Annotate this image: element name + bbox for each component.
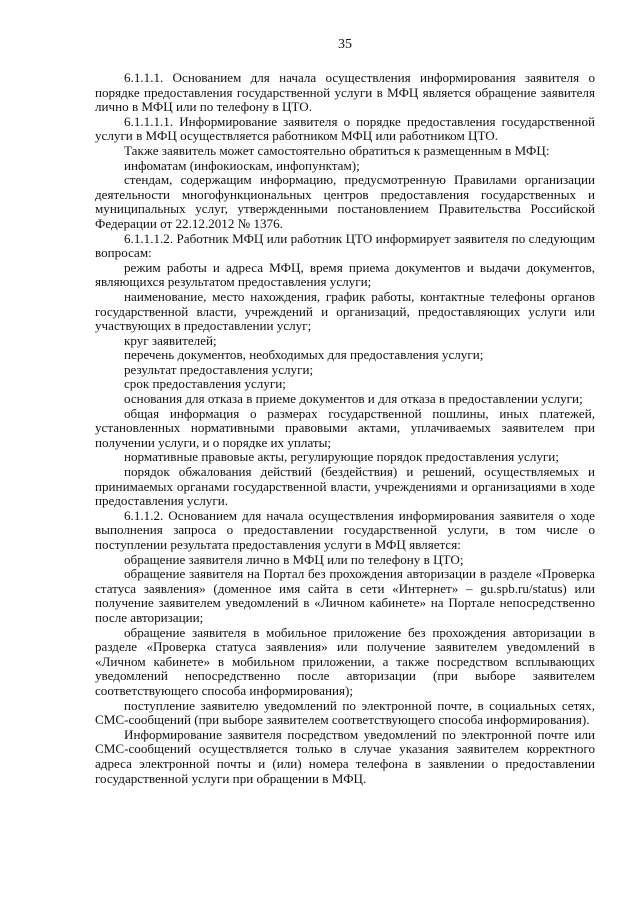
paragraph: обращение заявителя в мобильное приложение без прохождения авторизации в разделе «Проверка статуса заявления» или получение заявителем уведомлений в «Личном кабинете» в мобильном приложении, а также посредством всплывающих уведомлений непосредственно после авторизации (при выборе заявителем соответствующего способа информирования); [95, 624, 595, 698]
paragraph: 6.1.1.1. Основанием для начала осуществления информирования заявителя о порядке предоставления государственной услуги в МФЦ является обращение заявителя лично в МФЦ или по телефону в ЦТО. [95, 70, 595, 115]
paragraph: стендам, содержащим информацию, предусмотренную Правилами организации деятельности многофункциональных центров предоставления государственных и муниципальных услуг, утвержденными постановлением Правительства Российской Федерации от 22.12.2012 № 1376. [95, 172, 595, 231]
paragraph: результат предоставления услуги; [124, 361, 314, 377]
page-number: 35 [338, 37, 352, 52]
paragraph: Также заявитель может самостоятельно обратиться к размещенным в МФЦ: [124, 142, 550, 158]
paragraph: 6.1.1.2. Основанием для начала осуществления информирования заявителя о ходе выполнения запроса о предоставлении государственной услуги, в том числе о поступлении результата предоставления услуги в МФЦ является: [95, 507, 595, 552]
paragraph: обращение заявителя лично в МФЦ или по телефону в ЦТО; [124, 551, 464, 567]
paragraph: общая информация о размерах государственной пошлины, иных платежей, установленных нормативными правовыми актами, уплачиваемых заявителем при получении услуги, и о порядке их уплаты; [95, 405, 595, 450]
paragraph: круг заявителей; [124, 332, 217, 348]
paragraph: обращение заявителя на Портал без прохождения авторизации в разделе «Проверка статуса заявления» (доменное имя сайта в сети «Интернет» – gu.spb.ru/status) или получение заявителем уведомлений в «Личном кабинете» на Портале непосредственно после авторизации; [95, 566, 595, 625]
paragraph: поступление заявителю уведомлений по электронной почте, в социальных сетях, СМС-сообщений (при выборе заявителем соответствующего способа информирования). [95, 697, 595, 728]
paragraph: 6.1.1.1.1. Информирование заявителя о порядке предоставления государственной услуги в МФЦ осуществляется работником МФЦ или работником ЦТО. [95, 113, 595, 144]
document-body [95, 71, 595, 786]
paragraph: порядок обжалования действий (бездействия) и решений, осуществляемых и принимаемых органами государственной власти, учреждениями и организациями в ходе предоставления услуги. [95, 464, 595, 509]
paragraph: нормативные правовые акты, регулирующие порядок предоставления услуги; [124, 449, 559, 465]
paragraph: перечень документов, необходимых для предоставления услуги; [124, 347, 484, 363]
paragraph: режим работы и адреса МФЦ, время приема документов и выдачи документов, являющихся результатом предоставления услуги; [95, 259, 595, 290]
paragraph: Информирование заявителя посредством уведомлений по электронной почте или СМС-сообщений осуществляется только в случае указания заявителем корректного адреса электронной почты и (или) номера телефона в заявлении о предоставлении государственной услуги при обращении в МФЦ. [95, 726, 595, 786]
paragraph: основания для отказа в приеме документов и для отказа в предоставлении услуги; [124, 391, 583, 407]
paragraph: наименование, место нахождения, график работы, контактные телефоны органов государственной власти, учреждений и организаций, предоставляющих услуги или участвующих в предоставлении услуг; [95, 288, 595, 334]
paragraph: инфоматам (инфокиоскам, инфопунктам); [124, 157, 360, 173]
paragraph: 6.1.1.1.2. Работник МФЦ или работник ЦТО информирует заявителя по следующим вопросам: [95, 230, 595, 261]
paragraph: срок предоставления услуги; [124, 376, 286, 392]
